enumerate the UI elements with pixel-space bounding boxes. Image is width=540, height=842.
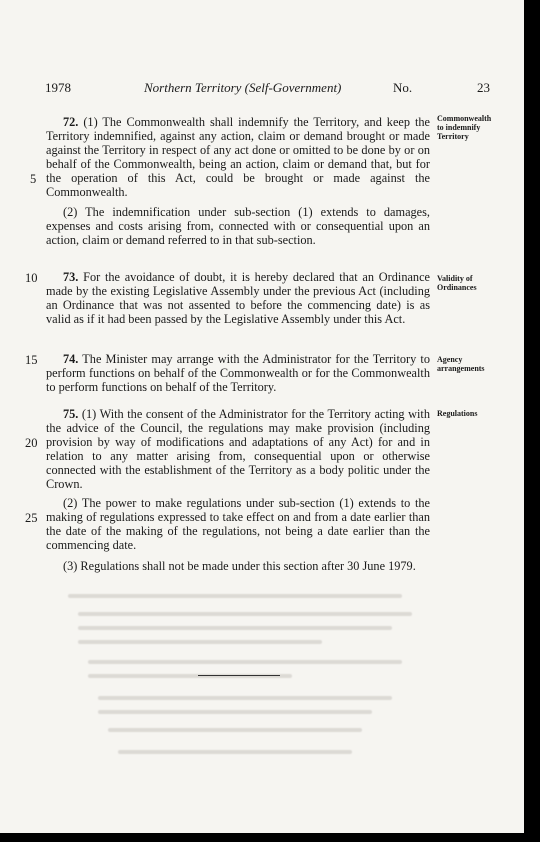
section-text: (2) The power to make regulations under sub-section (1) extends to the making of regulations expressed to take effect on and from a date earlier than the date of the making of the regulations, not being a date earlier than the commencing date. bbox=[46, 496, 430, 552]
page-number: 23 bbox=[477, 80, 490, 95]
scan-edge-bottom bbox=[0, 833, 540, 842]
margin-note-72: Commonwealth to indemnify Territory bbox=[437, 114, 492, 141]
line-number-10: 10 bbox=[25, 271, 38, 285]
section-text: (1) With the consent of the Administrator for the Territory acting with the advice of the Council, the regulations may make provision (including provision by way of modifications and adaptations of any Act) for and in relation to any matter arising from, consequential upon or otherwise connected with the establishment of the Territory as a body politic under the Crown. bbox=[46, 407, 430, 491]
section-number: 73. bbox=[63, 270, 79, 284]
end-rule bbox=[198, 675, 280, 676]
section-number: 72. bbox=[63, 115, 79, 129]
section-74 bbox=[46, 352, 430, 394]
header-title: Northern Territory (Self-Government) bbox=[144, 80, 342, 95]
section-number: 75. bbox=[63, 407, 79, 421]
line-number-25: 25 bbox=[25, 511, 38, 525]
line-number-20: 20 bbox=[25, 436, 38, 450]
section-72-1 bbox=[46, 115, 430, 199]
section-text: (1) The Commonwealth shall indemnify the Territory, and keep the Territory indemnified, against any action, claim or demand brought or made against the Territory in respect of any act done or omitted to be done by or on behalf of the Commonwealth, being an action, claim or demand that, but for the operation of this Act, could be brought or made against the Commonwealth. bbox=[46, 115, 430, 199]
header-no-label: No. bbox=[393, 80, 413, 95]
section-75-2 bbox=[46, 496, 430, 552]
line-number-5: 5 bbox=[30, 172, 37, 186]
header-year: 1978 bbox=[45, 80, 71, 95]
section-text: For the avoidance of doubt, it is hereby declared that an Ordinance made by the existing Legislative Assembly under the previous Act (including an Ordinance that was not assented to before the commencing date) is as valid as if it had been passed by the Legislative Assembly under this Act. bbox=[46, 270, 430, 326]
section-72-2 bbox=[46, 205, 430, 247]
section-73 bbox=[46, 270, 430, 326]
section-75-3 bbox=[46, 559, 430, 573]
margin-note-73: Validity of Ordinances bbox=[437, 274, 477, 292]
section-text: (3) Regulations shall not be made under this section after 30 June 1979. bbox=[63, 559, 416, 573]
margin-note-75: Regulations bbox=[437, 409, 478, 418]
section-text: The Minister may arrange with the Administrator for the Territory to perform functions on behalf of the Commonwealth or for the Commonwealth to perform functions on behalf of the Territory. bbox=[46, 352, 430, 394]
section-number: 74. bbox=[63, 352, 79, 366]
section-75-1 bbox=[46, 407, 430, 491]
section-text: (2) The indemnification under sub-section (1) extends to damages, expenses and costs arising from, connected with or consequential upon an action, claim or demand referred to in that sub-section. bbox=[46, 205, 430, 247]
running-header bbox=[0, 80, 532, 100]
line-number-15: 15 bbox=[25, 353, 38, 367]
scan-edge-right bbox=[524, 0, 540, 842]
margin-note-74: Agency arrangements bbox=[437, 355, 485, 373]
